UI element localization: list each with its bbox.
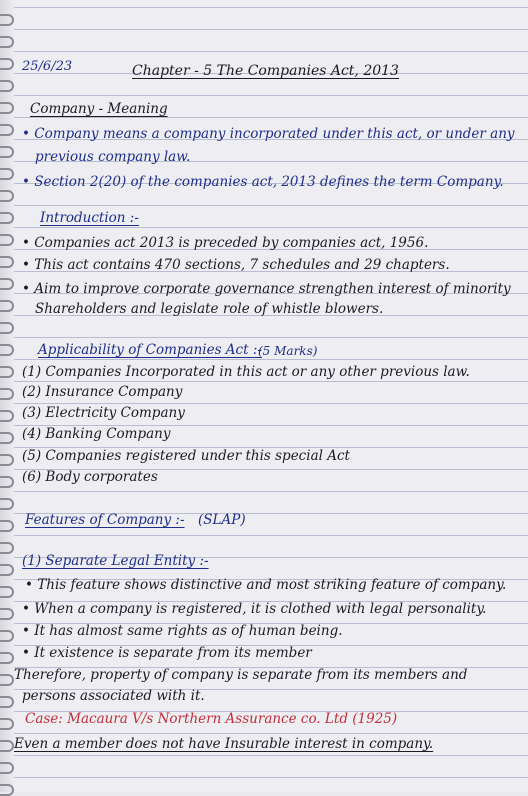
feature-therefore-cont: persons associated with it. — [22, 688, 205, 704]
spiral-ring — [0, 212, 14, 224]
spiral-ring — [0, 102, 14, 114]
spiral-ring — [0, 322, 14, 334]
spiral-ring — [0, 586, 14, 598]
meaning-point-1-cont: previous company law. — [35, 149, 191, 165]
applicability-item-5: (5) Companies registered under this special Act — [22, 448, 350, 464]
chapter-title: Chapter - 5 The Companies Act, 2013 — [132, 63, 399, 79]
spiral-ring — [0, 410, 14, 422]
spiral-ring — [0, 520, 14, 532]
case-note: Even a member does not have Insurable interest in company. — [14, 736, 434, 752]
spiral-ring — [0, 542, 14, 554]
spiral-ring — [0, 14, 14, 26]
features-mnemonic: (SLAP) — [198, 512, 246, 528]
meaning-point-2: • Section 2(20) of the companies act, 2013 defines the term Company. — [22, 174, 504, 190]
spiral-ring — [0, 388, 14, 400]
spiral-ring — [0, 300, 14, 312]
feature-point-1: • This feature shows distinctive and most striking feature of company. — [25, 577, 507, 593]
spiral-ring — [0, 124, 14, 136]
case-citation: Case: Macaura V/s Northern Assurance co. Ltd (1925) — [25, 711, 398, 727]
intro-point-3-cont: Shareholders and legislate role of whistle blowers. — [35, 301, 384, 317]
spiral-ring — [0, 762, 14, 774]
feature-therefore: Therefore, property of company is separate from its members and — [14, 667, 468, 683]
spiral-ring — [0, 168, 14, 180]
spiral-ring — [0, 564, 14, 576]
spiral-binding — [0, 0, 14, 792]
spiral-ring — [0, 498, 14, 510]
spiral-ring — [0, 608, 14, 620]
spiral-ring — [0, 190, 14, 202]
spiral-ring — [0, 256, 14, 268]
applicability-marks: (5 Marks) — [258, 344, 318, 358]
spiral-ring — [0, 652, 14, 664]
spiral-ring — [0, 344, 14, 356]
spiral-ring — [0, 476, 14, 488]
intro-point-2: • This act contains 470 sections, 7 schedules and 29 chapters. — [22, 257, 450, 273]
applicability-item-1: (1) Companies Incorporated in this act or any other previous law. — [22, 364, 470, 380]
spiral-ring — [0, 278, 14, 290]
meaning-heading: Company - Meaning — [30, 101, 168, 117]
features-heading: Features of Company :- — [25, 512, 185, 528]
spiral-ring — [0, 784, 14, 796]
spiral-ring — [0, 234, 14, 246]
feature-point-3: • It has almost same rights as of human being. — [22, 623, 343, 639]
spiral-ring — [0, 146, 14, 158]
spiral-ring — [0, 366, 14, 378]
applicability-item-4: (4) Banking Company — [22, 426, 171, 442]
date: 25/6/23 — [22, 59, 73, 74]
spiral-ring — [0, 674, 14, 686]
meaning-point-1: • Company means a company incorporated under this act, or under any — [22, 126, 515, 142]
applicability-item-3: (3) Electricity Company — [22, 405, 185, 421]
intro-point-1: • Companies act 2013 is preceded by companies act, 1956. — [22, 235, 429, 251]
applicability-item-2: (2) Insurance Company — [22, 384, 183, 400]
feature-point-4: • It existence is separate from its member — [22, 645, 312, 661]
applicability-item-6: (6) Body corporates — [22, 469, 158, 485]
spiral-ring — [0, 740, 14, 752]
spiral-ring — [0, 80, 14, 92]
feature-point-2: • When a company is registered, it is clothed with legal personality. — [22, 601, 487, 617]
spiral-ring — [0, 58, 14, 70]
spiral-ring — [0, 630, 14, 642]
separate-legal-entity-heading: (1) Separate Legal Entity :- — [22, 553, 209, 569]
spiral-ring — [0, 36, 14, 48]
spiral-ring — [0, 718, 14, 730]
spiral-ring — [0, 696, 14, 708]
spiral-ring — [0, 454, 14, 466]
introduction-heading: Introduction :- — [40, 210, 139, 226]
applicability-heading: Applicability of Companies Act :- — [38, 342, 262, 358]
intro-point-3: • Aim to improve corporate governance strengthen interest of minority — [22, 281, 511, 297]
spiral-ring — [0, 432, 14, 444]
